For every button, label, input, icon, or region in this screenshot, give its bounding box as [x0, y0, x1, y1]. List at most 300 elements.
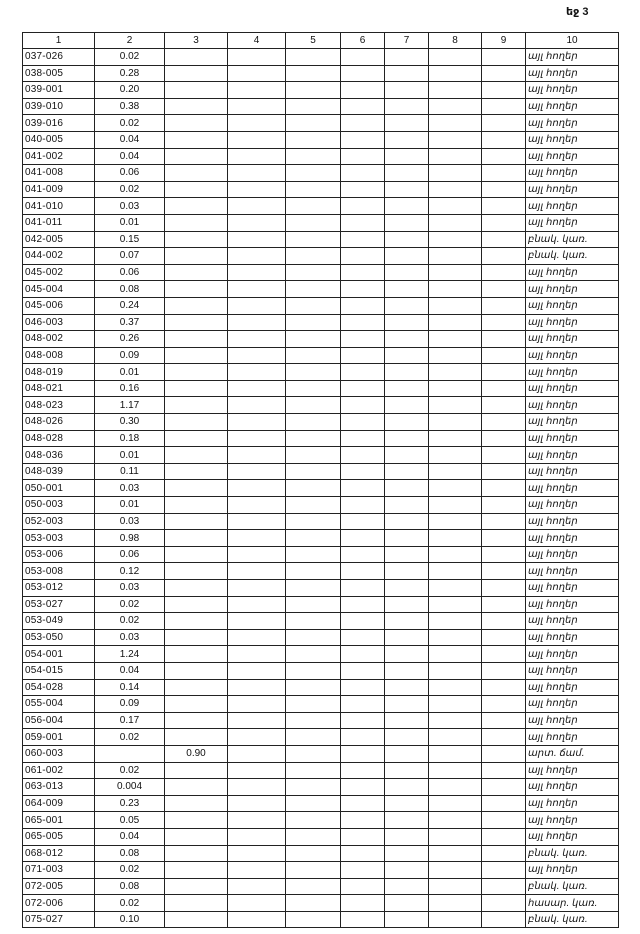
empty-cell-col-6	[341, 629, 385, 646]
table-row	[23, 745, 619, 762]
empty-cell-col-7	[385, 463, 429, 480]
empty-cell-col-5	[286, 264, 341, 281]
empty-cell-col-8	[429, 165, 482, 182]
parcel-code-cell: 065-005	[23, 828, 95, 845]
header-row	[23, 33, 619, 49]
area-value-cell: 0.23	[95, 795, 165, 812]
land-type-cell: այլ հողեր	[526, 613, 619, 630]
empty-cell-col-4	[228, 745, 286, 762]
empty-cell-col-7	[385, 712, 429, 729]
empty-cell-col-5	[286, 530, 341, 547]
empty-cell-col-6	[341, 613, 385, 630]
empty-cell-col-4	[228, 696, 286, 713]
area-value-cell: 0.03	[95, 480, 165, 497]
empty-cell-col-6	[341, 364, 385, 381]
area-value-cell: 0.10	[95, 911, 165, 928]
parcel-code-cell: 064-009	[23, 795, 95, 812]
land-type-cell: բնակ. կառ.	[526, 231, 619, 248]
empty-cell-col-9	[482, 895, 526, 912]
empty-cell-col-6	[341, 812, 385, 829]
parcel-code-cell: 055-004	[23, 696, 95, 713]
empty-cell-col-6	[341, 82, 385, 99]
empty-cell-col-8	[429, 264, 482, 281]
table-row	[23, 347, 619, 364]
land-type-cell: այլ հողեր	[526, 679, 619, 696]
empty-cell-col-7	[385, 98, 429, 115]
empty-cell-col-6	[341, 828, 385, 845]
empty-cell-col-6	[341, 779, 385, 796]
land-type-cell: այլ հողեր	[526, 264, 619, 281]
empty-cell-col-8	[429, 447, 482, 464]
area-value-cell: 0.16	[95, 380, 165, 397]
empty-cell-col-6	[341, 895, 385, 912]
empty-cell-col-6	[341, 646, 385, 663]
empty-cell-col-5	[286, 546, 341, 563]
parcel-code-cell: 042-005	[23, 231, 95, 248]
empty-cell-col-9	[482, 779, 526, 796]
empty-cell-col-5	[286, 629, 341, 646]
column-header-2: 2	[95, 33, 165, 49]
table-row	[23, 198, 619, 215]
empty-cell-col-8	[429, 546, 482, 563]
parcel-code-cell: 039-010	[23, 98, 95, 115]
empty-cell-col-9	[482, 347, 526, 364]
empty-cell-col-7	[385, 878, 429, 895]
parcel-code-cell: 037-026	[23, 49, 95, 66]
land-type-cell: այլ հողեր	[526, 530, 619, 547]
empty-cell-col-4	[228, 480, 286, 497]
empty-cell-col-8	[429, 629, 482, 646]
column-3-cell	[165, 629, 228, 646]
empty-cell-col-6	[341, 148, 385, 165]
empty-cell-col-6	[341, 712, 385, 729]
empty-cell-col-9	[482, 580, 526, 597]
empty-cell-col-4	[228, 795, 286, 812]
table-row	[23, 696, 619, 713]
empty-cell-col-7	[385, 331, 429, 348]
empty-cell-col-5	[286, 98, 341, 115]
table-row	[23, 580, 619, 597]
land-type-cell: այլ հողեր	[526, 214, 619, 231]
area-value-cell: 0.02	[95, 181, 165, 198]
parcel-code-cell: 061-002	[23, 762, 95, 779]
empty-cell-col-7	[385, 862, 429, 879]
column-header-1: 1	[23, 33, 95, 49]
empty-cell-col-6	[341, 331, 385, 348]
land-type-cell: այլ հողեր	[526, 795, 619, 812]
empty-cell-col-4	[228, 165, 286, 182]
empty-cell-col-9	[482, 613, 526, 630]
empty-cell-col-9	[482, 49, 526, 66]
column-3-cell	[165, 911, 228, 928]
empty-cell-col-7	[385, 911, 429, 928]
land-type-cell: այլ հողեր	[526, 629, 619, 646]
parcel-code-cell: 039-001	[23, 82, 95, 99]
empty-cell-col-4	[228, 198, 286, 215]
table-row	[23, 712, 619, 729]
empty-cell-col-9	[482, 231, 526, 248]
empty-cell-col-4	[228, 447, 286, 464]
area-value-cell: 0.04	[95, 662, 165, 679]
table-row	[23, 214, 619, 231]
empty-cell-col-5	[286, 563, 341, 580]
column-header-3: 3	[165, 33, 228, 49]
empty-cell-col-6	[341, 513, 385, 530]
column-3-cell	[165, 546, 228, 563]
area-value-cell: 0.02	[95, 49, 165, 66]
empty-cell-col-8	[429, 248, 482, 265]
table-row	[23, 862, 619, 879]
table-row	[23, 895, 619, 912]
empty-cell-col-8	[429, 563, 482, 580]
empty-cell-col-9	[482, 165, 526, 182]
empty-cell-col-6	[341, 430, 385, 447]
area-value-cell: 0.04	[95, 148, 165, 165]
table-row	[23, 281, 619, 298]
land-type-cell: այլ հողեր	[526, 397, 619, 414]
empty-cell-col-9	[482, 364, 526, 381]
table-row	[23, 364, 619, 381]
area-value-cell: 1.24	[95, 646, 165, 663]
column-3-cell	[165, 314, 228, 331]
empty-cell-col-9	[482, 131, 526, 148]
area-value-cell: 0.02	[95, 115, 165, 132]
land-type-cell: այլ հողեր	[526, 779, 619, 796]
column-3-cell	[165, 165, 228, 182]
empty-cell-col-6	[341, 696, 385, 713]
empty-cell-col-6	[341, 497, 385, 514]
column-3-cell	[165, 580, 228, 597]
empty-cell-col-7	[385, 281, 429, 298]
empty-cell-col-9	[482, 397, 526, 414]
empty-cell-col-5	[286, 82, 341, 99]
empty-cell-col-5	[286, 447, 341, 464]
empty-cell-col-4	[228, 546, 286, 563]
parcel-code-cell: 075-027	[23, 911, 95, 928]
empty-cell-col-4	[228, 131, 286, 148]
empty-cell-col-6	[341, 281, 385, 298]
empty-cell-col-9	[482, 878, 526, 895]
empty-cell-col-4	[228, 613, 286, 630]
empty-cell-col-8	[429, 795, 482, 812]
land-type-cell: այլ հողեր	[526, 49, 619, 66]
column-3-cell	[165, 878, 228, 895]
land-type-cell: այլ հողեր	[526, 580, 619, 597]
empty-cell-col-8	[429, 911, 482, 928]
land-type-cell: այլ հողեր	[526, 414, 619, 431]
empty-cell-col-6	[341, 98, 385, 115]
empty-cell-col-4	[228, 828, 286, 845]
empty-cell-col-6	[341, 795, 385, 812]
empty-cell-col-5	[286, 231, 341, 248]
empty-cell-col-8	[429, 65, 482, 82]
empty-cell-col-5	[286, 347, 341, 364]
area-value-cell: 0.02	[95, 895, 165, 912]
land-type-cell: բնակ. կառ.	[526, 911, 619, 928]
parcel-code-cell: 056-004	[23, 712, 95, 729]
table-row	[23, 131, 619, 148]
land-type-cell: այլ հողեր	[526, 497, 619, 514]
empty-cell-col-4	[228, 463, 286, 480]
empty-cell-col-4	[228, 82, 286, 99]
column-header-6: 6	[341, 33, 385, 49]
empty-cell-col-7	[385, 165, 429, 182]
empty-cell-col-4	[228, 414, 286, 431]
empty-cell-col-5	[286, 480, 341, 497]
empty-cell-col-7	[385, 812, 429, 829]
empty-cell-col-7	[385, 82, 429, 99]
empty-cell-col-4	[228, 779, 286, 796]
empty-cell-col-7	[385, 347, 429, 364]
empty-cell-col-5	[286, 911, 341, 928]
parcel-code-cell: 038-005	[23, 65, 95, 82]
empty-cell-col-9	[482, 281, 526, 298]
land-type-cell: այլ հողեր	[526, 712, 619, 729]
empty-cell-col-6	[341, 214, 385, 231]
table-row	[23, 480, 619, 497]
empty-cell-col-9	[482, 513, 526, 530]
empty-cell-col-5	[286, 248, 341, 265]
area-value-cell: 0.20	[95, 82, 165, 99]
empty-cell-col-9	[482, 745, 526, 762]
empty-cell-col-4	[228, 148, 286, 165]
column-3-cell	[165, 82, 228, 99]
empty-cell-col-6	[341, 530, 385, 547]
column-3-cell	[165, 895, 228, 912]
empty-cell-col-9	[482, 380, 526, 397]
parcel-code-cell: 046-003	[23, 314, 95, 331]
empty-cell-col-7	[385, 795, 429, 812]
table-row	[23, 430, 619, 447]
column-3-cell	[165, 696, 228, 713]
empty-cell-col-4	[228, 729, 286, 746]
empty-cell-col-8	[429, 347, 482, 364]
empty-cell-col-8	[429, 430, 482, 447]
empty-cell-col-8	[429, 745, 482, 762]
parcel-code-cell: 048-036	[23, 447, 95, 464]
empty-cell-col-5	[286, 380, 341, 397]
empty-cell-col-9	[482, 447, 526, 464]
area-value-cell: 0.004	[95, 779, 165, 796]
empty-cell-col-5	[286, 165, 341, 182]
table-row	[23, 82, 619, 99]
empty-cell-col-9	[482, 248, 526, 265]
empty-cell-col-5	[286, 812, 341, 829]
empty-cell-col-5	[286, 762, 341, 779]
table-row	[23, 762, 619, 779]
empty-cell-col-8	[429, 131, 482, 148]
empty-cell-col-6	[341, 563, 385, 580]
table-row	[23, 629, 619, 646]
empty-cell-col-4	[228, 895, 286, 912]
column-3-cell	[165, 828, 228, 845]
parcel-code-cell: 048-026	[23, 414, 95, 431]
empty-cell-col-5	[286, 497, 341, 514]
parcel-code-cell: 048-021	[23, 380, 95, 397]
parcel-code-cell: 041-011	[23, 214, 95, 231]
empty-cell-col-5	[286, 49, 341, 66]
empty-cell-col-5	[286, 214, 341, 231]
column-3-cell	[165, 430, 228, 447]
empty-cell-col-4	[228, 297, 286, 314]
empty-cell-col-7	[385, 198, 429, 215]
table-row	[23, 264, 619, 281]
empty-cell-col-7	[385, 49, 429, 66]
empty-cell-col-4	[228, 862, 286, 879]
land-type-cell: բնակ. կառ.	[526, 845, 619, 862]
empty-cell-col-7	[385, 745, 429, 762]
column-3-cell	[165, 131, 228, 148]
parcel-code-cell: 048-039	[23, 463, 95, 480]
land-type-cell: այլ հողեր	[526, 762, 619, 779]
table-row	[23, 463, 619, 480]
table-row	[23, 795, 619, 812]
column-3-cell	[165, 65, 228, 82]
parcel-code-cell: 048-008	[23, 347, 95, 364]
empty-cell-col-4	[228, 231, 286, 248]
parcel-code-cell: 050-001	[23, 480, 95, 497]
empty-cell-col-6	[341, 347, 385, 364]
empty-cell-col-7	[385, 596, 429, 613]
land-type-cell: այլ հողեր	[526, 115, 619, 132]
empty-cell-col-6	[341, 49, 385, 66]
parcel-code-cell: 045-006	[23, 297, 95, 314]
column-3-cell	[165, 281, 228, 298]
table-row	[23, 497, 619, 514]
empty-cell-col-8	[429, 314, 482, 331]
empty-cell-col-7	[385, 364, 429, 381]
area-value-cell: 0.07	[95, 248, 165, 265]
empty-cell-col-9	[482, 862, 526, 879]
parcel-code-cell: 048-019	[23, 364, 95, 381]
empty-cell-col-5	[286, 513, 341, 530]
land-type-cell: այլ հողեր	[526, 646, 619, 663]
parcel-code-cell: 053-049	[23, 613, 95, 630]
parcel-code-cell: 041-010	[23, 198, 95, 215]
empty-cell-col-4	[228, 679, 286, 696]
table-row	[23, 297, 619, 314]
empty-cell-col-7	[385, 779, 429, 796]
empty-cell-col-6	[341, 181, 385, 198]
empty-cell-col-8	[429, 580, 482, 597]
empty-cell-col-8	[429, 364, 482, 381]
empty-cell-col-8	[429, 712, 482, 729]
table-row	[23, 911, 619, 928]
column-header-10: 10	[526, 33, 619, 49]
land-type-cell: այլ հողեր	[526, 297, 619, 314]
land-type-cell: այլ հողեր	[526, 828, 619, 845]
empty-cell-col-7	[385, 580, 429, 597]
table-row	[23, 49, 619, 66]
empty-cell-col-5	[286, 430, 341, 447]
area-value-cell: 0.09	[95, 696, 165, 713]
area-value-cell: 0.03	[95, 629, 165, 646]
parcel-code-cell: 048-002	[23, 331, 95, 348]
empty-cell-col-9	[482, 530, 526, 547]
empty-cell-col-4	[228, 430, 286, 447]
land-type-cell: այլ հողեր	[526, 131, 619, 148]
empty-cell-col-8	[429, 231, 482, 248]
empty-cell-col-8	[429, 729, 482, 746]
parcel-code-cell: 054-015	[23, 662, 95, 679]
empty-cell-col-5	[286, 148, 341, 165]
column-3-cell	[165, 530, 228, 547]
table-row	[23, 331, 619, 348]
empty-cell-col-7	[385, 762, 429, 779]
empty-cell-col-6	[341, 862, 385, 879]
table-row	[23, 148, 619, 165]
empty-cell-col-4	[228, 629, 286, 646]
empty-cell-col-7	[385, 497, 429, 514]
empty-cell-col-7	[385, 530, 429, 547]
column-3-cell	[165, 596, 228, 613]
empty-cell-col-7	[385, 248, 429, 265]
area-value-cell: 0.01	[95, 214, 165, 231]
parcel-code-cell: 039-016	[23, 115, 95, 132]
empty-cell-col-8	[429, 662, 482, 679]
area-value-cell: 0.02	[95, 729, 165, 746]
parcel-code-cell: 053-003	[23, 530, 95, 547]
empty-cell-col-4	[228, 314, 286, 331]
empty-cell-col-4	[228, 331, 286, 348]
column-3-cell	[165, 513, 228, 530]
empty-cell-col-8	[429, 530, 482, 547]
empty-cell-col-6	[341, 596, 385, 613]
land-type-cell: այլ հողեր	[526, 314, 619, 331]
empty-cell-col-6	[341, 131, 385, 148]
empty-cell-col-5	[286, 895, 341, 912]
empty-cell-col-6	[341, 380, 385, 397]
column-header-5: 5	[286, 33, 341, 49]
land-type-cell: այլ հողեր	[526, 480, 619, 497]
column-3-cell	[165, 181, 228, 198]
parcel-code-cell: 045-002	[23, 264, 95, 281]
empty-cell-col-4	[228, 115, 286, 132]
parcel-code-cell: 054-001	[23, 646, 95, 663]
table-row	[23, 314, 619, 331]
land-type-cell: բնակ. կառ.	[526, 878, 619, 895]
empty-cell-col-8	[429, 281, 482, 298]
empty-cell-col-9	[482, 331, 526, 348]
empty-cell-col-9	[482, 430, 526, 447]
area-value-cell: 0.17	[95, 712, 165, 729]
land-type-cell: այլ հողեր	[526, 65, 619, 82]
empty-cell-col-9	[482, 563, 526, 580]
land-type-cell: այլ հողեր	[526, 148, 619, 165]
land-type-cell: բնակ. կառ.	[526, 248, 619, 265]
area-value-cell: 0.05	[95, 812, 165, 829]
area-value-cell	[95, 745, 165, 762]
parcel-code-cell: 072-006	[23, 895, 95, 912]
empty-cell-col-9	[482, 845, 526, 862]
land-type-cell: արտ. ճամ.	[526, 745, 619, 762]
parcel-code-cell: 041-009	[23, 181, 95, 198]
empty-cell-col-4	[228, 281, 286, 298]
empty-cell-col-4	[228, 563, 286, 580]
parcel-code-cell: 053-012	[23, 580, 95, 597]
empty-cell-col-6	[341, 580, 385, 597]
table-row	[23, 546, 619, 563]
empty-cell-col-7	[385, 148, 429, 165]
empty-cell-col-7	[385, 646, 429, 663]
area-value-cell: 0.98	[95, 530, 165, 547]
empty-cell-col-8	[429, 82, 482, 99]
empty-cell-col-9	[482, 729, 526, 746]
column-3-cell	[165, 98, 228, 115]
land-type-cell: այլ հողեր	[526, 662, 619, 679]
empty-cell-col-7	[385, 297, 429, 314]
empty-cell-col-8	[429, 862, 482, 879]
